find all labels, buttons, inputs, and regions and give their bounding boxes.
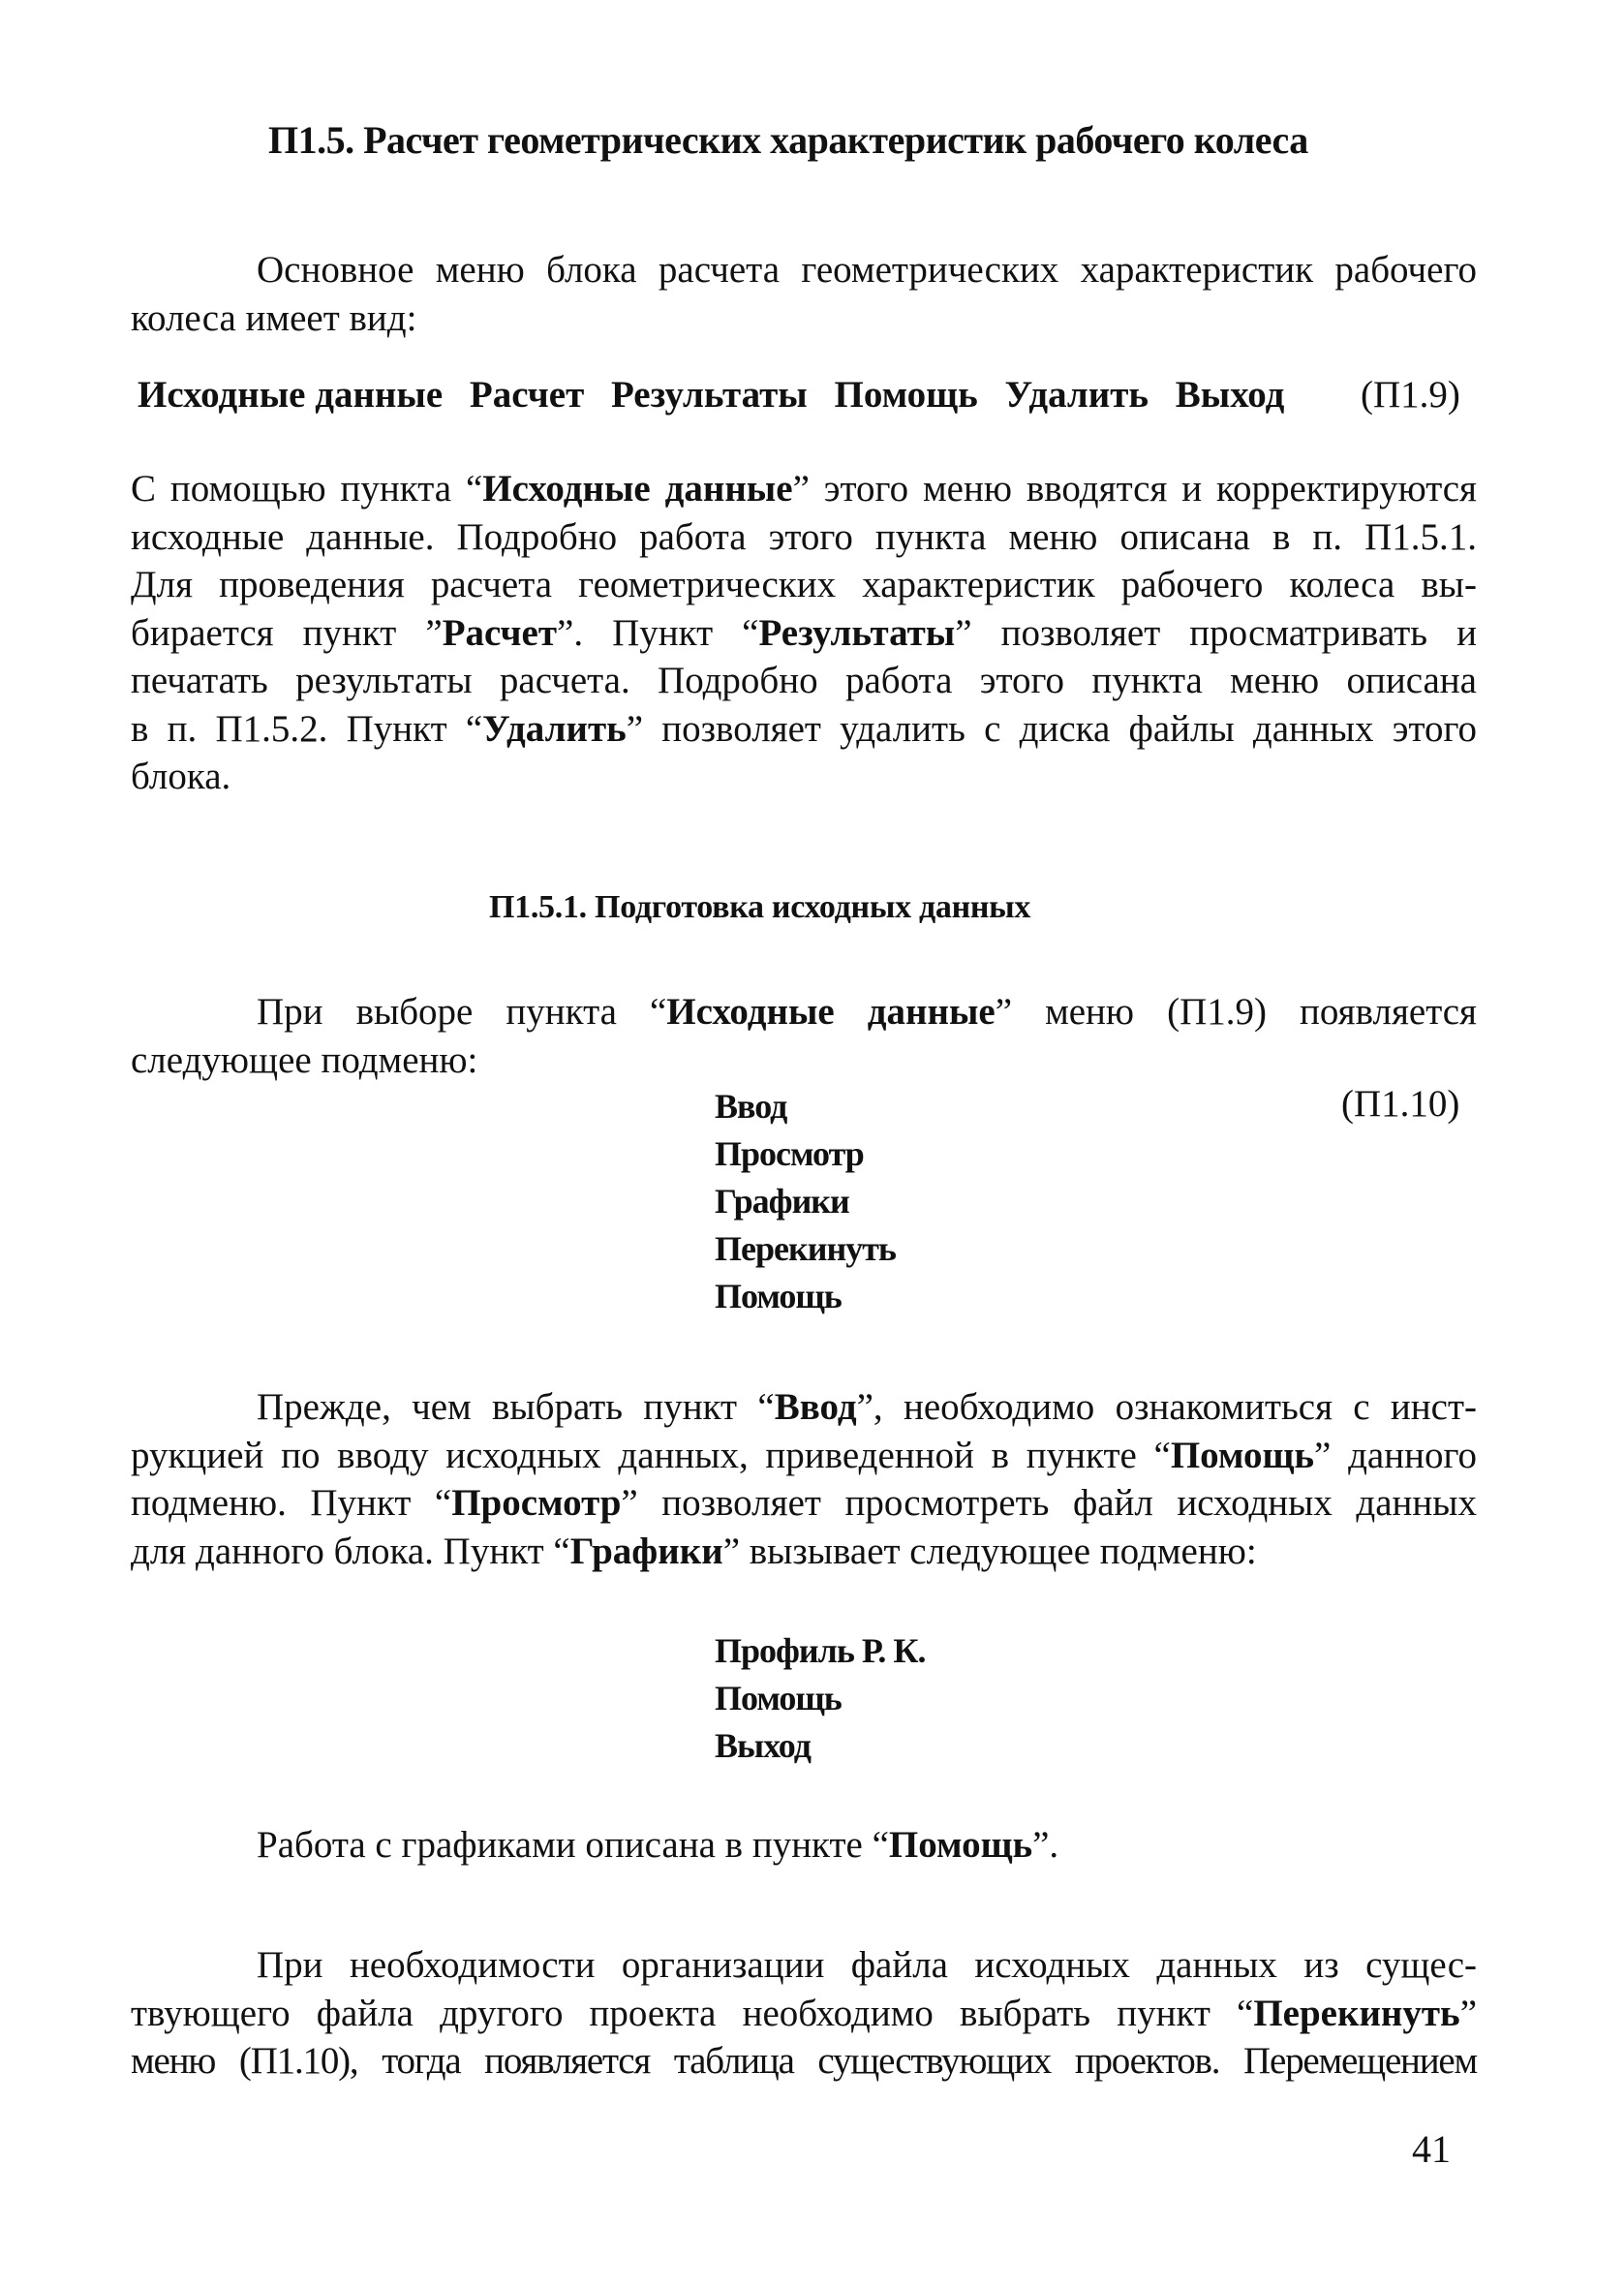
paragraph-2: [131, 988, 1477, 1084]
intro-line-1: Основное меню блока расчета геометрических характеристик рабочего: [257, 249, 1477, 291]
p1-line-6: в п. П1.5.2. Пункт “Удалить” позволяет удалить с диска файлы данных этого: [131, 707, 1477, 750]
p3-line-4: для данного блока. Пункт “Графики” вызывает следующее подменю:: [131, 1530, 1257, 1572]
p1-line-2: исходные данные. Подробно работа этого пункта меню описана в п. П1.5.1.: [131, 515, 1477, 558]
p5-line-1: При необходимости организации файла исходных данных из сущес-: [257, 1944, 1477, 1986]
graphs-item-help: Помощь: [715, 1679, 842, 1717]
submenu-label: (П1.10): [1341, 1083, 1460, 1125]
menu-item-results: Результаты: [611, 374, 808, 416]
p5-line-2: твующего файла другого проекта необходимо выбрать пункт “Перекинуть”: [131, 1992, 1477, 2034]
paragraph-4: Работа с графиками описана в пункте “Помощь”.: [257, 1824, 1059, 1866]
graphs-item-exit: Выход: [715, 1726, 811, 1765]
intro-line-2: колеса имеет вид:: [131, 296, 417, 339]
menu-item-exit: Выход: [1175, 374, 1285, 416]
submenu-item-input: Ввод: [715, 1087, 787, 1126]
paragraph-1: [131, 465, 1477, 801]
menu-item-delete: Удалить: [1004, 374, 1149, 416]
main-menu: [138, 373, 1479, 417]
section-heading: П1.5. Расчет геометрических характеристик рабочего колеса: [268, 118, 1308, 162]
main-menu-label: (П1.9): [1361, 374, 1460, 416]
p1-line-5: печатать результаты расчета. Подробно работа этого пункта меню описана: [131, 660, 1477, 701]
paragraph-3: [131, 1383, 1477, 1575]
p3-line-3: подменю. Пункт “Просмотр” позволяет просмотреть файл исходных данных: [131, 1482, 1477, 1524]
menu-item-help: Помощь: [834, 374, 978, 416]
p2-line-1: При выборе пункта “Исходные данные” меню (П1.9) появляется: [257, 991, 1477, 1033]
graphs-item-profile: Профиль Р. К.: [715, 1631, 926, 1670]
submenu-item-transfer: Перекинуть: [715, 1229, 896, 1268]
submenu-item-graphs: Графики: [715, 1182, 849, 1221]
paragraph-5: [131, 1941, 1477, 2086]
page-number: 41: [1412, 2127, 1451, 2171]
p2-line-2: следующее подменю:: [131, 1038, 478, 1081]
subsection-heading: П1.5.1. Подготовка исходных данных: [489, 889, 1031, 925]
p1-line-7: блока.: [131, 756, 231, 797]
p1-line-4: бирается пункт ”Расчет”. Пункт “Результаты” позволяет просматривать и: [131, 611, 1477, 654]
p3-line-1: Прежде, чем выбрать пункт “Ввод”, необходимо ознакомиться с инст-: [257, 1386, 1477, 1428]
p1-line-3: Для проведения расчета геометрических характеристик рабочего колеса вы-: [131, 564, 1477, 605]
intro-paragraph: [131, 246, 1477, 342]
submenu-item-help: Помощь: [715, 1277, 842, 1315]
submenu-graphs: [715, 1627, 926, 1770]
menu-item-calculation: Расчет: [469, 374, 585, 416]
submenu-source-data: [715, 1083, 896, 1320]
menu-item-source-data: Исходные данные: [138, 374, 444, 416]
p3-line-2: рукцией по вводу исходных данных, приведенной в пункте “Помощь” данного: [131, 1434, 1477, 1476]
submenu-item-view: Просмотр: [715, 1134, 864, 1173]
p5-line-3: меню (П1.10), тогда появляется таблица существующих проектов. Перемещением: [131, 2040, 1477, 2082]
p1-line-1: С помощью пункта “Исходные данные” этого меню вводятся и корректируются: [131, 468, 1477, 510]
